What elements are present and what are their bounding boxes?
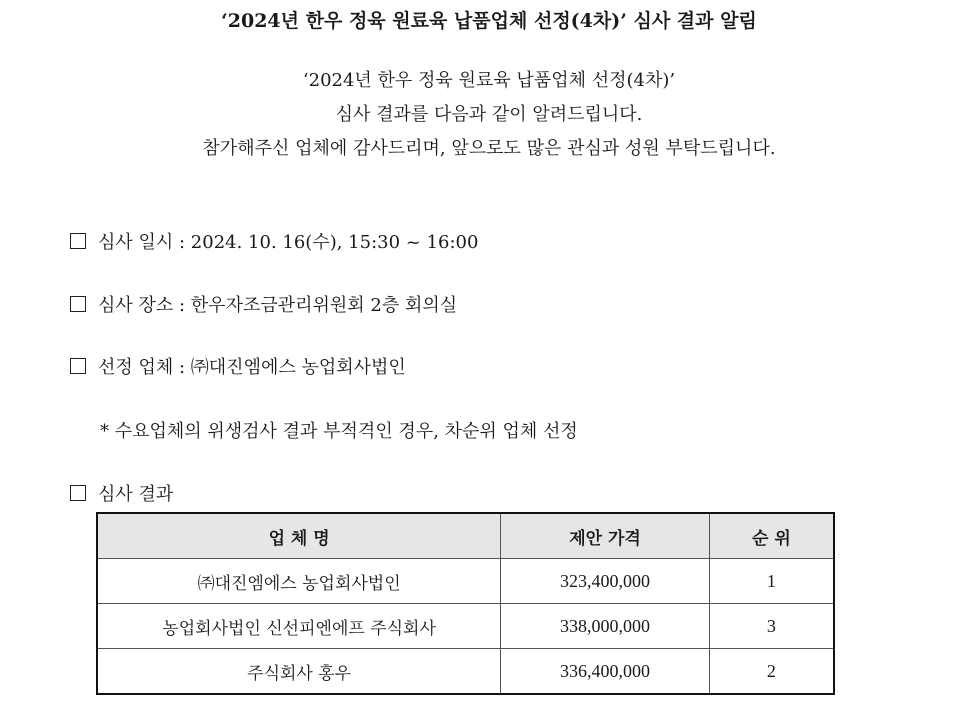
checkbox-icon [70,233,86,249]
checkbox-icon [70,296,86,312]
cell-company: ㈜대진엠에스 농업회사법인 [97,559,501,604]
item-label: 선정 업체 [98,357,174,378]
results-table [96,512,835,695]
checkbox-icon [70,485,86,501]
item-review-date: 심사 일시 : 2024. 10. 16(수), 15:30 ~ 16:00 [70,228,478,254]
results-heading: 심사 결과 [98,484,174,505]
table-header-row [97,513,834,559]
cell-rank: 3 [709,604,834,649]
cell-price: 338,000,000 [501,604,710,649]
item-label: 심사 장소 [98,295,174,316]
table-row [97,604,834,649]
header-rank: 순 위 [709,513,834,559]
note-text: * 수요업체의 위생검사 결과 부적격인 경우, 차순위 업체 선정 [100,421,578,442]
cell-company: 농업회사법인 신선피엔에프 주식회사 [97,604,501,649]
intro-line-2: 심사 결과를 다음과 같이 알려드립니다. [335,104,643,125]
table-row [97,559,834,604]
item-results-heading [70,480,173,506]
item-selected-company: 선정 업체 : ㈜대진엠에스 농업회사법인 [70,353,406,379]
item-value: 한우자조금관리위원회 2층 회의실 [190,295,458,316]
cell-price: 323,400,000 [501,559,710,604]
checkbox-icon [70,358,86,374]
intro-line-3: 참가해주신 업체에 감사드리며, 앞으로도 많은 관심과 성원 부탁드립니다. [202,138,776,159]
cell-rank: 2 [709,649,834,695]
item-review-place: 심사 장소 : 한우자조금관리위원회 2층 회의실 [70,291,457,317]
page-title: ‘2024년 한우 정육 원료육 납품업체 선정(4차)’ 심사 결과 알림 [221,10,757,32]
cell-company: 주식회사 홍우 [97,649,501,695]
item-value: ㈜대진엠에스 농업회사법인 [190,357,406,378]
intro-line-1: ‘2024년 한우 정육 원료육 납품업체 선정(4차)’ [302,70,676,91]
item-label: 심사 일시 [98,232,174,253]
cell-price: 336,400,000 [501,649,710,695]
header-price: 제안 가격 [501,513,710,559]
item-value: 2024. 10. 16(수), 15:30 ~ 16:00 [190,232,479,253]
table-row [97,649,834,695]
header-company: 업 체 명 [97,513,501,559]
cell-rank: 1 [709,559,834,604]
